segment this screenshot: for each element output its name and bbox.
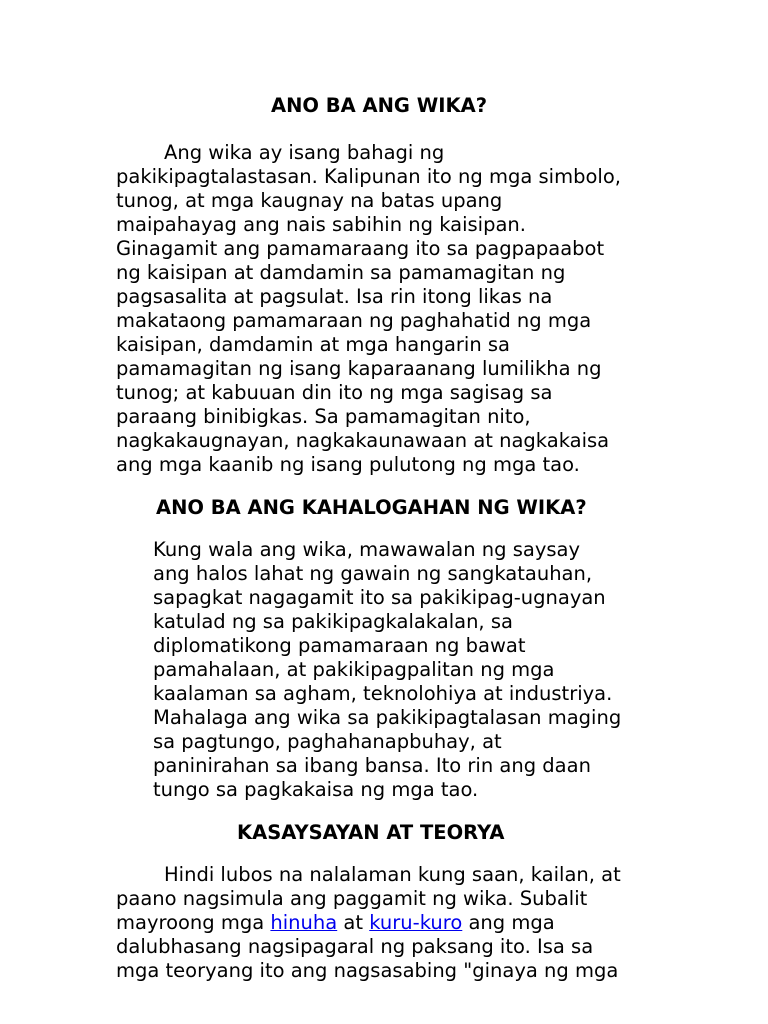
paragraph-line: Ginagamit ang pamamaraang ito sa pagpapaabot [116,237,605,260]
paragraph-line: nagkakaugnayan, nagkakaunawaan at nagkakaisa [116,429,610,452]
paragraph-kasaysayan-at-teorya [116,863,676,983]
paragraph-line: paraang binibigkas. Sa pamamagitan nito, [116,405,531,428]
paragraph-line: diplomatikong pamamaraan ng bawat [153,634,526,657]
paragraph-line-with-links [116,911,676,935]
paragraph-line: pakikipagtalastasan. Kalipunan ito ng mga simbolo, [116,165,621,188]
paragraph-ano-ba-ang-wika [116,141,676,477]
paragraph-line: sa pagtungo, paghahanapbuhay, at [153,730,502,753]
paragraph-line: maipahayag ang nais sabihin ng kaisipan. [116,213,526,236]
text-segment: at [343,911,364,934]
text-segment: mayroong mga [116,911,265,934]
text-segment: ang mga [468,911,555,934]
paragraph-line: pamahalaan, at pakikipagpalitan ng mga [153,658,555,681]
paragraph-line: ang mga kaanib ng isang pulutong ng mga tao. [116,453,580,476]
paragraph-line: ang halos lahat ng gawain ng sangkatauhan, [153,562,593,585]
paragraph-line: dalubhasang nagsipagaral ng paksang ito. Isa sa [116,935,594,958]
paragraph-line: Ang wika ay isang bahagi ng [164,141,445,164]
paragraph-line: tunog; at kabuuan din ito ng mga sagisag sa [116,381,553,404]
paragraph-line: mga teoryang ito ang nagsasabing "ginaya ng mga [116,959,619,982]
hinuha-link[interactable]: hinuha [270,911,338,934]
paragraph-line: kaalaman sa agham, teknolohiya at industriya. [153,682,613,705]
paragraph-line: Kung wala ang wika, mawawalan ng saysay [153,538,581,561]
paragraph-line: katulad ng sa pakikipagkalakalan, sa [153,610,513,633]
section-heading-kasaysayan-at-teorya: KASAYSAYAN AT TEORYA [237,821,505,844]
paragraph-line: paano nagsimula ang paggamit ng wika. Subalit [116,887,588,910]
paragraph-line: makataong pamamaraan ng paghahatid ng mga [116,309,592,332]
paragraph-line: kaisipan, damdamin at mga hangarin sa [116,333,511,356]
paragraph-line: Mahalaga ang wika sa pakikipagtalasan maging [153,706,622,729]
paragraph-kahalogahan-ng-wika [153,538,693,802]
paragraph-line: ng kaisipan at damdamin sa pamamagitan ng [116,261,566,284]
paragraph-line: tungo sa pagkakaisa ng mga tao. [153,778,479,801]
paragraph-line: Hindi lubos na nalalaman kung saan, kailan, at [164,863,621,886]
section-heading-ano-ba-ang-wika: ANO BA ANG WIKA? [271,94,488,117]
paragraph-line: sapagkat nagagamit ito sa pakikipag-ugnayan [153,586,606,609]
paragraph-line: tunog, at mga kaugnay na batas upang [116,189,503,212]
paragraph-line: paninirahan sa ibang bansa. Ito rin ang daan [153,754,591,777]
section-heading-kahalogahan-ng-wika: ANO BA ANG KAHALOGAHAN NG WIKA? [156,496,587,519]
kuru-kuro-link[interactable]: kuru-kuro [369,911,463,934]
paragraph-line: pamamagitan ng isang kaparaanang lumilikha ng [116,357,602,380]
paragraph-line: pagsasalita at pagsulat. Isa rin itong likas na [116,285,553,308]
